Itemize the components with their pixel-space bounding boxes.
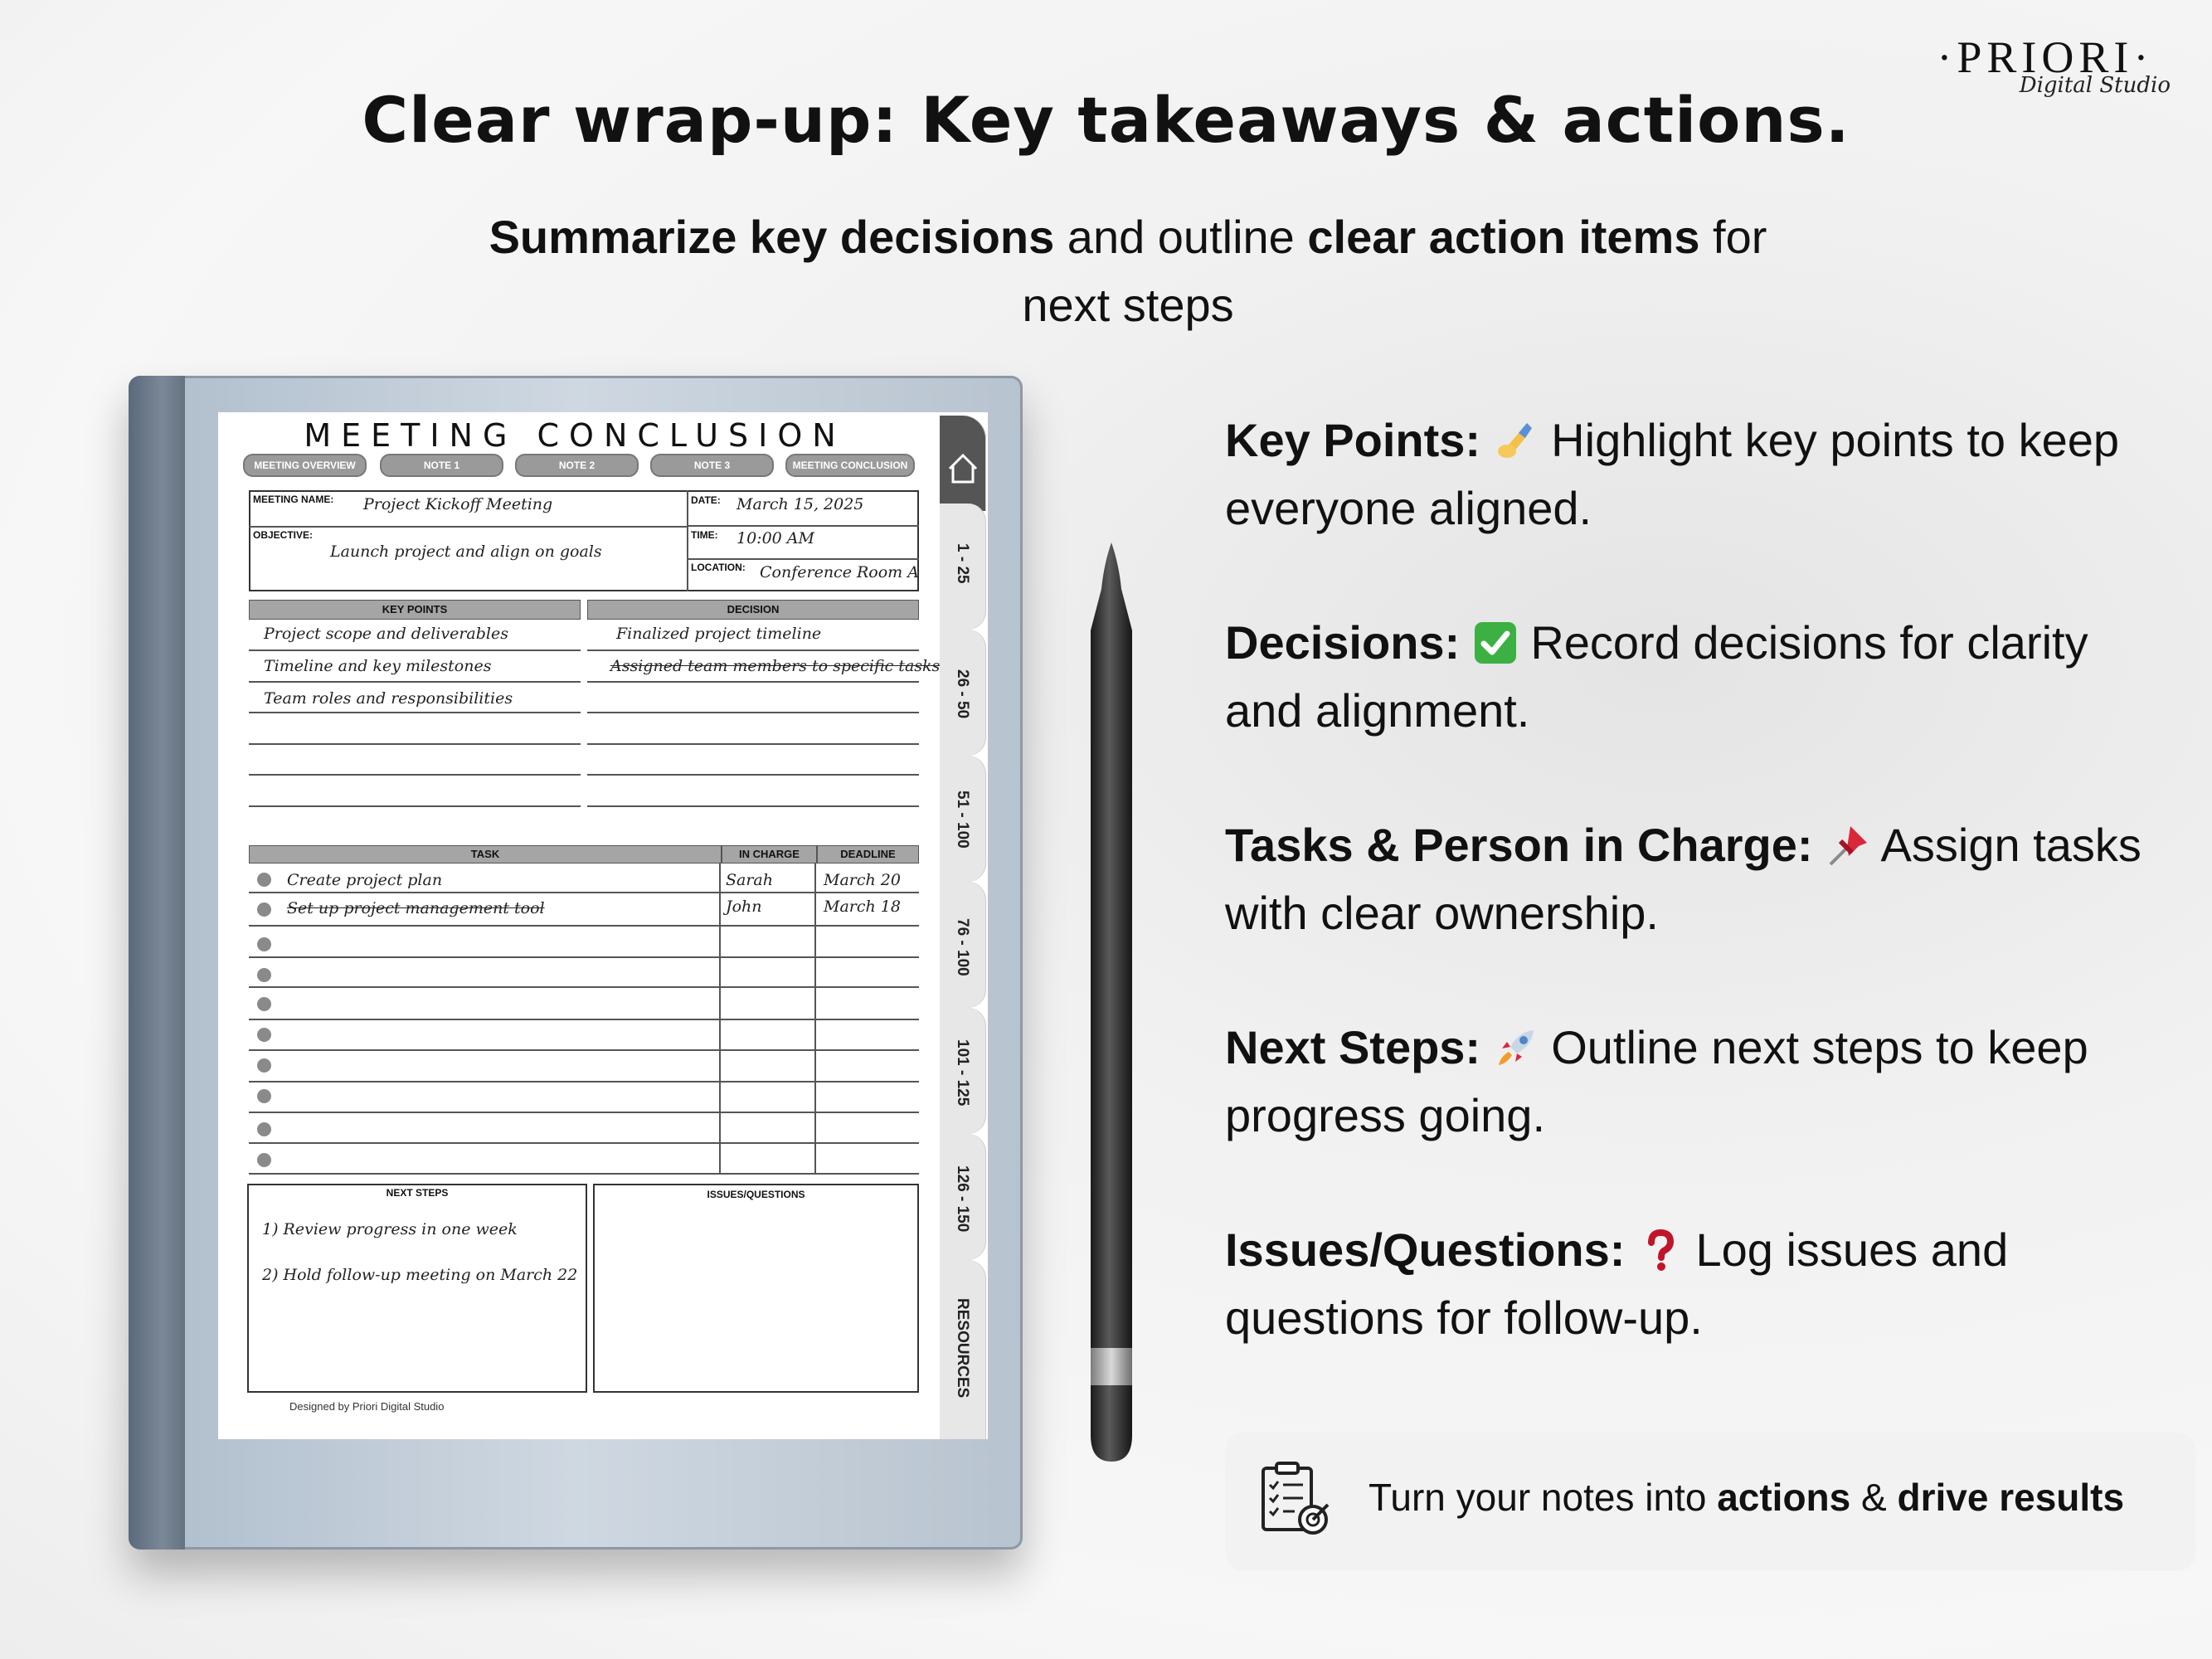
key-point-item[interactable]: Project scope and deliverables [264,625,508,643]
nav-meeting-overview[interactable]: MEETING OVERVIEW [243,454,367,477]
task-checkbox[interactable] [257,937,271,951]
tab-label: 51 - 100 [954,791,971,849]
tab-label: 126 - 150 [954,1165,971,1233]
nav-meeting-conclusion[interactable]: MEETING CONCLUSION [785,454,915,477]
home-icon[interactable] [940,416,986,511]
task-checkbox[interactable] [257,968,271,982]
tab-label: RESOURCES [954,1298,971,1399]
task-checkbox[interactable] [257,1058,271,1073]
divider [249,649,581,651]
tablet-screen [218,412,988,1439]
stylus-pen [1082,539,1140,1468]
date-value[interactable]: March 15, 2025 [737,495,864,513]
divider [587,805,919,807]
feature-title: Tasks & Person in Charge: [1225,819,1813,871]
issues-header: ISSUES/QUESTIONS [707,1189,805,1200]
decision-item[interactable]: Finalized project timeline [616,625,822,643]
feature-tasks [1225,811,2154,947]
task-checkbox[interactable] [257,902,271,917]
divider [587,743,919,745]
feature-title: Next Steps: [1225,1021,1481,1073]
cta-text: Turn your notes into actions & drive results [1369,1476,2125,1519]
location-value[interactable]: Conference Room A [760,563,919,581]
task-header: TASK [249,845,722,864]
divider [687,490,688,591]
feature-text: Assign tasks with clear ownership. [1225,819,2142,939]
headline: Clear wrap-up: Key takeaways & actions. [362,83,1850,157]
objective-label: OBJECTIVE: [253,529,314,541]
divider [249,774,581,776]
brand-name: ·PRIORI· [1937,32,2154,82]
time-value[interactable]: 10:00 AM [737,529,814,547]
rocket-icon [1494,1025,1539,1070]
nav-note-1[interactable]: NOTE 1 [380,454,503,477]
pushpin-icon [1826,823,1870,868]
next-steps-box [247,1184,587,1393]
task-deadline[interactable]: March 18 [824,898,901,916]
deadline-header: DEADLINE [817,845,919,864]
task-checkbox[interactable] [257,1153,271,1167]
question-mark-icon [1638,1228,1683,1272]
divider [249,986,919,988]
task-checkbox[interactable] [257,1028,271,1042]
divider [249,743,581,745]
tab-label: 101 - 125 [954,1039,971,1107]
divider [249,1019,919,1020]
meeting-name-value[interactable]: Project Kickoff Meeting [363,495,553,513]
divider [249,1049,919,1051]
decision-item[interactable]: Assigned team members to specific tasks [610,657,941,675]
tab-label: 1 - 25 [954,543,971,584]
tab-101-125[interactable] [940,1008,986,1134]
feature-key-points [1225,406,2154,542]
task-item[interactable]: Set up project management tool [287,899,545,917]
nav-note-3[interactable]: NOTE 3 [650,454,774,477]
tab-1-25[interactable] [940,504,986,630]
tab-26-50[interactable] [940,630,986,756]
task-checkbox[interactable] [257,1089,271,1103]
tab-label: 76 - 100 [954,918,971,976]
divider [687,525,919,527]
page-title: MEETING CONCLUSION [304,417,846,454]
subheading: Summarize key decisions and outline clear action items for next steps [489,211,1767,331]
date-label: DATE: [691,494,721,506]
next-step-item[interactable]: 1) Review progress in one week [262,1220,518,1238]
divider [249,925,919,927]
divider [249,956,919,958]
decision-header: DECISION [587,600,919,620]
feature-title: Issues/Questions: [1225,1224,1626,1276]
side-tabs [940,412,988,1439]
objective-value[interactable]: Launch project and align on goals [330,542,602,561]
task-checkbox[interactable] [257,1122,271,1136]
divider [249,1081,919,1082]
key-points-header: KEY POINTS [249,600,581,620]
tab-126-150[interactable] [940,1134,986,1260]
check-mark-icon [1473,620,1518,665]
writing-hand-icon [1494,418,1539,463]
divider [249,805,581,807]
divider [249,1173,919,1175]
task-owner[interactable]: John [726,898,762,916]
task-owner[interactable]: Sarah [726,871,773,889]
clipboard-target-icon [1257,1460,1336,1540]
tablet-spine [129,376,185,1550]
time-label: TIME: [691,529,718,541]
location-label: LOCATION: [691,562,746,573]
footer-credit: Designed by Priori Digital Studio [289,1400,445,1413]
task-checkbox[interactable] [257,997,271,1011]
tab-76-100[interactable] [940,882,986,1008]
divider [249,892,919,893]
key-point-item[interactable]: Timeline and key milestones [264,657,492,675]
divider [587,712,919,713]
feature-title: Key Points: [1225,414,1481,466]
divider [587,649,919,651]
meeting-name-label: MEETING NAME: [253,494,334,505]
home-tab[interactable] [940,416,986,511]
divider [249,1112,919,1113]
next-steps-header: NEXT STEPS [386,1187,449,1199]
in-charge-header: IN CHARGE [722,845,817,864]
tab-label: 26 - 50 [954,669,971,719]
key-point-item[interactable]: Team roles and responsibilities [264,689,513,708]
divider [249,1142,919,1144]
feature-text: Record decisions for clarity and alignment. [1225,616,2088,737]
divider [587,774,919,776]
feature-title: Decisions: [1225,616,1461,669]
feature-text: Log issues and questions for follow-up. [1225,1224,2009,1344]
divider [687,558,919,560]
tab-51-100[interactable] [940,756,986,882]
brand-tagline: Digital Studio [2019,73,2171,98]
tab-resources[interactable] [940,1260,986,1439]
feature-decisions [1225,609,2154,745]
feature-text: Outline next steps to keep progress going. [1225,1021,2088,1141]
issues-box[interactable] [593,1184,919,1393]
feature-issues [1225,1216,2154,1352]
divider [249,526,687,528]
feature-text: Highlight key points to keep everyone aligned. [1225,414,2120,534]
task-checkbox[interactable] [257,873,271,887]
task-item[interactable]: Create project plan [287,871,443,889]
divider [249,681,581,683]
nav-note-2[interactable]: NOTE 2 [515,454,639,477]
next-step-item[interactable]: 2) Hold follow-up meeting on March 22 [262,1266,578,1284]
feature-next-steps [1225,1014,2154,1150]
divider [587,681,919,683]
task-deadline[interactable]: March 20 [824,871,901,889]
divider [249,712,581,713]
